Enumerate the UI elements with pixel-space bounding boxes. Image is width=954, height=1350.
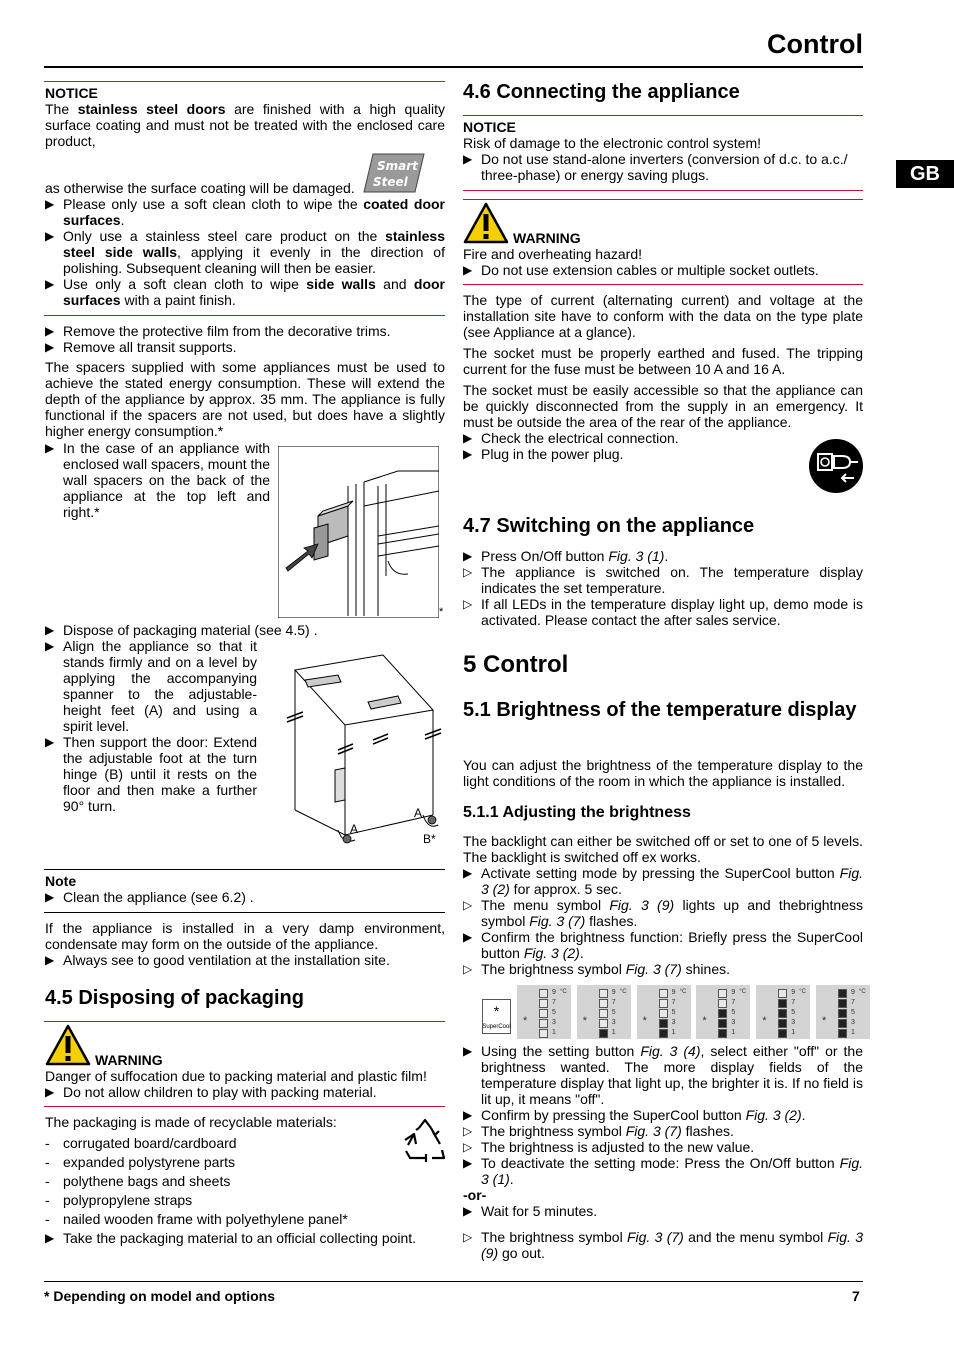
warning-triangle-icon — [463, 202, 509, 244]
notice-title: NOTICE — [45, 85, 98, 101]
temp-label: 7 — [552, 999, 556, 1006]
brightness-field — [718, 1029, 727, 1038]
step-plug-in: ▶ Plug in the power plug. — [463, 446, 624, 462]
warning-45-top-rule — [44, 1021, 445, 1022]
display-panel — [696, 985, 750, 1039]
warning-45-step: ▶ Do not allow children to play with packing material. — [45, 1084, 377, 1100]
brightness-field — [539, 999, 548, 1008]
warning-45-label: WARNING — [95, 1052, 163, 1068]
result-symbol-shines: ▷ The brightness symbol Fig. 3 (7) shines. — [463, 961, 730, 977]
brightness-field — [718, 989, 727, 998]
temp-label: 1 — [552, 1029, 556, 1036]
brightness-field — [659, 989, 668, 998]
warning-45-label-wrap — [95, 1052, 163, 1068]
result-symbols-go-out: ▷ The brightness symbol Fig. 3 (7) and the menu symbol Fig. 3 (9) go out. — [463, 1229, 864, 1261]
display-panel — [756, 985, 810, 1039]
warning-46-text: Fire and overheating hazard! — [463, 246, 642, 262]
notice-step-2: ▶ Only use a stainless steel care product on the stainless steel side walls, applying it evenly in the direction of polishing. Subsequent cleaning will then be easier. — [45, 228, 445, 276]
notice-46-top-rule — [463, 115, 863, 116]
note-bottom-rule — [44, 912, 445, 913]
wall-spacer-figure — [278, 446, 439, 618]
temp-label: 3 — [611, 1019, 616, 1026]
temp-label: 1 — [791, 1029, 796, 1036]
notice-after: as otherwise the surface coating will be damaged. — [45, 180, 355, 196]
figure-label-a-1: A — [350, 822, 359, 836]
brightness-field — [778, 1019, 787, 1028]
snowflake-icon: * — [822, 1015, 827, 1027]
temp-unit: °C — [619, 989, 627, 995]
snowflake-icon: * — [642, 1015, 647, 1027]
section-4-7-heading: 4.7 Switching on the appliance — [463, 515, 755, 537]
earthing-paragraph: The socket must be properly earthed and fused. The tripping current for the fuse must be between 10 A and 16 A. — [463, 345, 863, 377]
backlight-paragraph: The backlight can either be switched off or set to one of 5 levels. The backlight is switched off ex works. — [463, 833, 863, 865]
brightness-field — [838, 989, 847, 998]
brightness-field — [838, 999, 847, 1008]
temp-unit: °C — [679, 989, 687, 995]
brightness-field — [778, 1029, 787, 1038]
temp-label: 1 — [611, 1029, 616, 1036]
brightness-field — [539, 989, 548, 998]
material-item: - polypropylene straps — [45, 1192, 193, 1208]
notice-intro: The stainless steel doors are finished with a high quality surface coating and must not be treated with the enclosed care product, — [45, 101, 445, 149]
figure-label-b: B* — [423, 832, 436, 846]
notice-bottom-rule — [44, 315, 445, 316]
material-item: - nailed wooden frame with polyethylene panel* — [45, 1211, 348, 1227]
temp-label: 7 — [731, 999, 736, 1006]
supercool-label: SuperCool — [482, 1024, 511, 1030]
notice-46-text: Risk of damage to the electronic control system! — [463, 135, 762, 151]
recycle-icon — [402, 1118, 448, 1164]
temp-label: 9 — [731, 989, 736, 996]
section-4-6-heading: 4.6 Connecting the appliance — [463, 81, 740, 103]
section-5-1-heading: 5.1 Brightness of the temperature display — [463, 699, 857, 721]
display-panel — [517, 985, 571, 1039]
step-mount-spacers: ▶ In the case of an appliance with enclosed wall spacers, mount the wall spacers on the back of the appliance at the top left and right.* — [45, 440, 270, 520]
material-item: - polythene bags and sheets — [45, 1173, 231, 1189]
brightness-intro — [463, 757, 863, 789]
result-symbol-flashes: ▷ The brightness symbol Fig. 3 (7) flashes. — [463, 1123, 734, 1139]
step-align-appliance: ▶ Align the appliance so that it stands firmly and on a level by applying the accompanying spanner to the adjustable-height feet (A) and using a spirit level. — [45, 638, 257, 734]
temp-unit: °C — [799, 989, 806, 995]
temp-label: 3 — [552, 1019, 556, 1026]
supercool-button — [482, 999, 511, 1034]
damp-step: ▶ Always see to good ventilation at the installation site. — [45, 952, 390, 968]
language-tab: GB — [896, 160, 954, 188]
notice-top-rule — [44, 81, 445, 82]
temp-label: 3 — [791, 1019, 796, 1026]
page-header-title: Control — [767, 29, 863, 59]
brightness-field — [599, 999, 608, 1008]
result-menu-symbol: ▷ The menu symbol Fig. 3 (9) lights up and thebrightness symbol Fig. 3 (7) flashes. — [463, 897, 863, 929]
brightness-field — [778, 999, 787, 1008]
temp-label: 5 — [671, 1009, 676, 1016]
temp-unit: °C — [560, 989, 567, 995]
step-support-door: ▶ Then support the door: Extend the adjustable foot at the turn hinge (B) until it rests on the floor and then make a further 90° turn. — [45, 734, 257, 814]
adjusting-body-2 — [463, 1043, 863, 1261]
current-paragraph: The type of current (alternating current) and voltage at the installation site have to conform with the data on the type plate (see Appliance at a glance). — [463, 292, 863, 340]
brightness-field — [599, 1029, 608, 1038]
result-brightness-adjusted: ▷ The brightness is adjusted to the new value. — [463, 1139, 755, 1155]
warning-46-bottom-rule — [463, 284, 863, 285]
temp-label: 3 — [851, 1019, 855, 1026]
result-demo-mode: ▷ If all LEDs in the temperature display light up, demo mode is activated. Please contact the after sales service. — [463, 596, 863, 628]
snowflake-icon: * — [493, 1003, 500, 1019]
power-plug-icon — [808, 438, 864, 494]
notice-46-step: ▶ Do not use stand-alone inverters (conversion of d.c. to a.c./ three-phase) or energy saving plugs. — [463, 151, 848, 183]
warning-triangle-icon — [45, 1024, 91, 1066]
brightness-field — [539, 1019, 548, 1028]
step-press-onoff: ▶ Press On/Off button Fig. 3 (1). — [463, 548, 669, 564]
step-collecting-point: ▶ Take the packaging material to an official collecting point. — [45, 1230, 417, 1246]
brightness-field — [659, 1009, 668, 1018]
spacers-step-block — [45, 440, 270, 520]
temp-label: 7 — [611, 999, 616, 1006]
align-steps — [45, 638, 257, 814]
temp-label: 5 — [552, 1009, 556, 1016]
brightness-field — [838, 1019, 847, 1028]
brightness-field — [599, 1019, 608, 1028]
result-switched-on: ▷ The appliance is switched on. The temperature display indicates the set temperature. — [463, 564, 863, 596]
temp-label: 5 — [791, 1009, 796, 1016]
material-item: - corrugated board/cardboard — [45, 1135, 237, 1151]
brightness-field — [838, 1009, 847, 1018]
snowflake-icon: * — [582, 1015, 588, 1027]
temp-label: 1 — [851, 1029, 855, 1036]
section-5-1-1-heading: 5.1.1 Adjusting the brightness — [463, 804, 691, 821]
warning-46-label: WARNING — [513, 230, 581, 246]
brightness-field — [599, 1009, 608, 1018]
dispose-step-block — [45, 622, 445, 638]
warning-45-text: Danger of suffocation due to packing material and plastic film! — [45, 1068, 427, 1084]
chapter-5-heading: 5 Control — [463, 651, 569, 678]
material-item: - expanded polystyrene parts — [45, 1154, 235, 1170]
packaging-intro: The packaging is made of recyclable materials: — [45, 1114, 337, 1130]
brightness-field — [539, 1009, 548, 1018]
temp-label: 1 — [731, 1029, 736, 1036]
warning-45-body — [45, 1068, 445, 1100]
accessible-paragraph: The socket must be easily accessible so that the appliance can be quickly disconnected from the supply in an emergency. It must be outside the area of the rear of the appliance. — [463, 382, 863, 430]
temp-label: 5 — [731, 1009, 736, 1016]
damp-block — [45, 920, 445, 968]
brightness-field — [718, 1019, 727, 1028]
notice-body — [45, 180, 445, 308]
step-remove-film: ▶ Remove the protective film from the decorative trims. — [45, 323, 391, 339]
temp-label: 7 — [791, 999, 796, 1006]
step-confirm-brightness: ▶ Confirm the brightness function: Briefly press the SuperCool button Fig. 3 (2). — [463, 929, 863, 961]
footer-note: * Depending on model and options — [44, 1288, 275, 1304]
install-steps — [45, 323, 445, 439]
section-4-5-heading: 4.5 Disposing of packaging — [45, 987, 304, 1009]
temp-unit: °C — [739, 989, 747, 995]
temp-label: 3 — [671, 1019, 676, 1026]
display-panel — [577, 985, 631, 1039]
step-wait: ▶ Wait for 5 minutes. — [463, 1203, 598, 1219]
adjusting-body — [463, 833, 863, 977]
notice-46-bottom-rule — [463, 190, 863, 191]
step-deactivate: ▶ To deactivate the setting mode: Press the On/Off button Fig. 3 (1). — [463, 1155, 863, 1187]
brightness-field — [599, 989, 608, 998]
smart-steel-text-1: Smart — [377, 159, 418, 173]
figure-label-a-2: A — [414, 806, 423, 820]
temp-label: 7 — [851, 999, 855, 1006]
note-box — [45, 873, 445, 905]
brightness-field — [778, 989, 787, 998]
temp-label: 7 — [671, 999, 676, 1006]
step-check-connection: ▶ Check the electrical connection. — [463, 430, 679, 446]
note-title: Note — [45, 873, 77, 889]
step-dispose-packaging: ▶ Dispose of packaging material (see 4.5) . — [45, 622, 318, 638]
figure-footnote-star: * — [439, 606, 444, 618]
damp-paragraph: If the appliance is installed in a very damp environment, condensate may form on the outside of the appliance. — [45, 920, 445, 952]
temp-label: 9 — [552, 989, 556, 996]
step-select-brightness: ▶ Using the setting button Fig. 3 (4), select either "off" or the brightness wanted. The more display fields of the temperature display that light up, the brighter it is. If no field is lit up, it means "off". — [463, 1043, 863, 1107]
step-activate-setting: ▶ Activate setting mode by pressing the SuperCool button Fig. 3 (2) for approx. 5 sec. — [463, 865, 863, 897]
footer-rule — [44, 1281, 863, 1282]
temp-label: 1 — [671, 1029, 676, 1036]
packaging-materials — [45, 1114, 445, 1246]
header-rule — [44, 66, 863, 68]
snowflake-icon: * — [702, 1015, 707, 1027]
switching-body — [463, 548, 863, 628]
brightness-field — [778, 1009, 787, 1018]
brightness-field — [659, 1029, 668, 1038]
brightness-field — [659, 999, 668, 1008]
spacers-paragraph: The spacers supplied with some appliances must be used to achieve the stated energy consumption. These will extend the depth of the appliance by approx. 35 mm. The appliance is fully functional if the spacers are not used, but does have a slightly higher energy consumption.* — [45, 359, 445, 439]
notice-46 — [463, 119, 863, 183]
brightness-paragraph: You can adjust the brightness of the temperature display to the light conditions of the room in which the appliance is installed. — [463, 757, 863, 789]
brightness-field — [718, 1009, 727, 1018]
temp-label: 9 — [671, 989, 676, 996]
brightness-field — [838, 1029, 847, 1038]
display-panel — [816, 985, 870, 1039]
notice-46-title: NOTICE — [463, 119, 516, 135]
warning-46-label-wrap — [513, 230, 581, 246]
warning-46-top-rule — [463, 199, 863, 200]
brightness-field — [718, 999, 727, 1008]
temp-label: 9 — [611, 989, 616, 996]
notice-stainless-steel — [45, 85, 445, 149]
note-step: ▶ Clean the appliance (see 6.2) . — [45, 889, 254, 905]
step-confirm-supercool: ▶ Confirm by pressing the SuperCool button Fig. 3 (2). — [463, 1107, 806, 1123]
or-separator: -or- — [463, 1187, 487, 1203]
notice-step-3: ▶ Use only a soft clean cloth to wipe side walls and door surfaces with a paint finish. — [45, 276, 445, 308]
step-remove-supports: ▶ Remove all transit supports. — [45, 339, 237, 355]
temp-label: 9 — [791, 989, 796, 996]
warning-46-body — [463, 246, 863, 278]
snowflake-icon: * — [762, 1015, 767, 1027]
smart-steel-text-2: Steel — [373, 175, 408, 189]
brightness-field — [659, 1019, 668, 1028]
temp-unit: °C — [859, 989, 866, 995]
brightness-field — [539, 1029, 548, 1038]
temp-label: 9 — [851, 989, 855, 996]
temp-label: 5 — [611, 1009, 616, 1016]
page-number: 7 — [852, 1288, 860, 1304]
note-top-rule — [44, 869, 445, 870]
snowflake-icon: * — [523, 1015, 528, 1027]
notice-step-1: ▶ Please only use a soft clean cloth to wipe the coated door surfaces. — [45, 196, 445, 228]
connecting-body — [463, 292, 863, 462]
temp-label: 3 — [731, 1019, 736, 1026]
warning-46-step: ▶ Do not use extension cables or multiple socket outlets. — [463, 262, 819, 278]
display-panel — [637, 985, 691, 1039]
warning-45-bottom-rule — [44, 1106, 445, 1107]
temp-label: 5 — [851, 1009, 855, 1016]
